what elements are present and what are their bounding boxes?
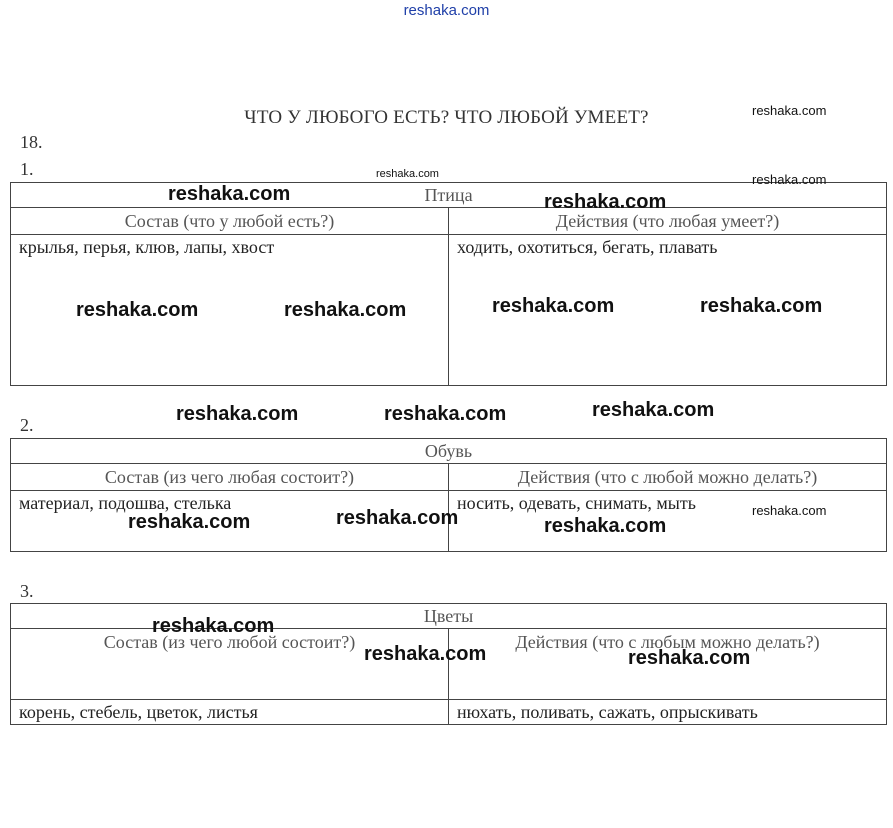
table-3-right-header: Действия (что с любым можно делать?) <box>449 629 887 700</box>
table-1-number: 1. <box>20 159 34 179</box>
watermark: reshaka.com <box>128 511 251 533</box>
table-3-right-cell: нюхать, поливать, сажать, опрыскивать <box>449 700 887 725</box>
table-1-right-header: Действия (что любая умеет?) <box>449 208 887 235</box>
watermark: reshaka.com <box>168 183 291 205</box>
table-2-right-header: Действия (что с любой можно делать?) <box>449 464 887 491</box>
table-3-heading: Цветы <box>11 604 887 629</box>
watermark: reshaka.com <box>752 172 827 187</box>
watermark: reshaka.com <box>592 399 715 421</box>
table-2-left-cell: материал, подошва, стелька <box>11 491 449 552</box>
watermark: reshaka.com <box>384 403 507 425</box>
exercise-number: 18. <box>20 132 43 152</box>
watermark: reshaka.com <box>284 299 407 321</box>
watermark: reshaka.com <box>628 647 751 669</box>
site-link[interactable]: reshaka.com <box>403 2 490 19</box>
watermark: reshaka.com <box>752 503 827 518</box>
table-1-heading: Птица <box>11 183 887 208</box>
watermark: reshaka.com <box>76 299 199 321</box>
table-2 <box>10 438 887 552</box>
watermark: reshaka.com <box>364 643 487 665</box>
watermark: reshaka.com <box>336 507 459 529</box>
watermark: reshaka.com <box>176 403 299 425</box>
watermark: reshaka.com <box>376 168 439 180</box>
watermark: reshaka.com <box>492 295 615 317</box>
table-1 <box>10 182 887 386</box>
watermark: reshaka.com <box>544 191 667 213</box>
table-2-number: 2. <box>20 415 34 435</box>
table-2-heading: Обувь <box>11 439 887 464</box>
watermark: reshaka.com <box>752 103 827 118</box>
watermark: reshaka.com <box>152 615 275 637</box>
table-2-left-header: Состав (из чего любая состоит?) <box>11 464 449 491</box>
table-1-left-header: Состав (что у любой есть?) <box>11 208 449 235</box>
table-1-left-cell: крылья, перья, клюв, лапы, хвост <box>11 235 449 386</box>
page-title: ЧТО У ЛЮБОГО ЕСТЬ? ЧТО ЛЮБОЙ УМЕЕТ? <box>244 107 649 128</box>
table-3-number: 3. <box>20 581 34 601</box>
table-3-left-cell: корень, стебель, цветок, листья <box>11 700 449 725</box>
watermark: reshaka.com <box>544 515 667 537</box>
table-2-right-cell: носить, одевать, снимать, мыть <box>449 491 887 552</box>
watermark: reshaka.com <box>700 295 823 317</box>
table-3-left-header: Состав (из чего любой состоит?) <box>11 629 449 700</box>
table-1-right-cell: ходить, охотиться, бегать, плавать <box>449 235 887 386</box>
